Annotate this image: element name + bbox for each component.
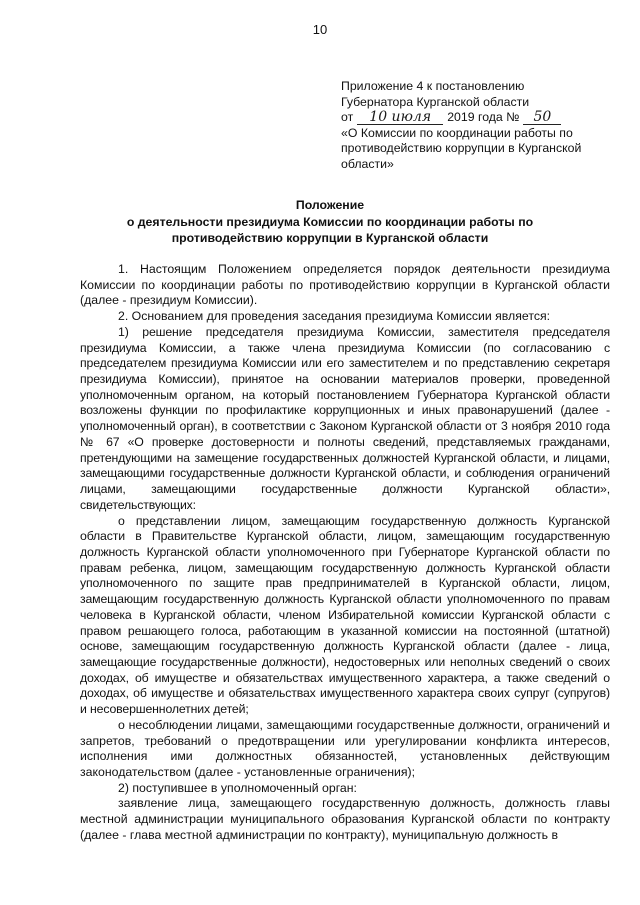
title-line-3: противодействию коррупции в Курганской области [171,231,489,245]
date-prefix: от [341,110,354,125]
paragraph-2: 2. Основанием для проведения заседания президиума Комиссии является: [118,309,551,324]
paragraph-1: 1. Настоящим Положением определяется порядок деятельности президиума Комиссии по координации работы по противодействию коррупции в Курганской области (далее - президиум Комиссии). [80,262,610,308]
appendix-line-5: противодействию коррупции в Курганской [341,141,582,156]
paragraph-6: 2) поступившее в уполномоченный орган: [118,780,357,795]
appendix-line-1: Приложение 4 к постановлению [341,79,525,93]
appendix-line-6: области» [341,156,394,171]
appendix-header [341,79,611,173]
appendix-date-line [341,110,611,126]
handwritten-date: 10 июля [357,110,443,125]
document-body [80,262,610,844]
title-line-2: о деятельности президиума Комиссии по координации работы по [126,214,534,229]
paragraph-7: заявление лица, замещающего государственную должность, должность главы местной администрации муниципального образования Курганской области по контракту (далее - глава местной администрации по контракту), муниципальную должность в [80,796,610,842]
handwritten-number: 50 [523,110,561,125]
appendix-line-4: «О Комиссии по координации работы по [341,125,573,140]
title-line-1: Положение [295,198,365,212]
paragraph-5: о несоблюдении лицами, замещающими государственные должности, ограничений и запретов, требований о предотвращении или урегулировании конфликта интересов, исполнения ими должностных обязанностей, установленных действующим законодательством (далее - установленные ограничения); [80,717,610,779]
page-number: 10 [312,22,328,37]
appendix-line-2: Губернатора Курганской области [341,94,530,109]
document-title [60,197,600,247]
date-suffix: 2019 года № [447,110,520,125]
paragraph-4: о представлении лицом, замещающим государственную должность Курганской области в Правительстве Курганской области, лицом, замещающим государственную должность Курганской области уполномоченного при Губернаторе Курганской области по правам ребенка, лицом, замещающим государственную должность Курганской области уполномоченного по защите прав предпринимателей в Курганской области, лицом, замещающим государственную должность Курганской области уполномоченного по правам человека в Курганской области, членом Избирательной комиссии Курганской области с правом решающего голоса, работающим в указанной комиссии на постоянной (штатной) основе, замещающим государственную должность Курганской области (далее - лица, замещающие государственные должности), недостоверных или неполных сведений о своих доходах, об имуществе и обязательствах имущественного характера, а также сведений о доходах, об имуществе и обязательствах имущественного характера своих супруг (супругов) и несовершеннолетних детей; [80,513,610,717]
paragraph-3: 1) решение председателя президиума Комиссии, заместителя председателя президиума Комиссии, а также члена президиума Комиссии (по согласованию с председателем президиума Комиссии или его заместителем и по представлению секретаря президиума Комиссии), принятое на основании материалов проверки, проведенной уполномоченным органом, на который постановлением Губернатора Курганской области возложены функции по профилактике коррупционных и иных правонарушений (далее - уполномоченный орган), в соответствии с Законом Курганской области от 3 ноября 2010 года № 67 «О проверке достоверности и полноты сведений, представляемых гражданами, претендующими на замещение государственных должностей Курганской области, и лицами, замещающими государственные должности Курганской области, и соблюдения ограничений лицами, замещающими государственные должности Курганской области», свидетельствующих: [80,324,610,512]
